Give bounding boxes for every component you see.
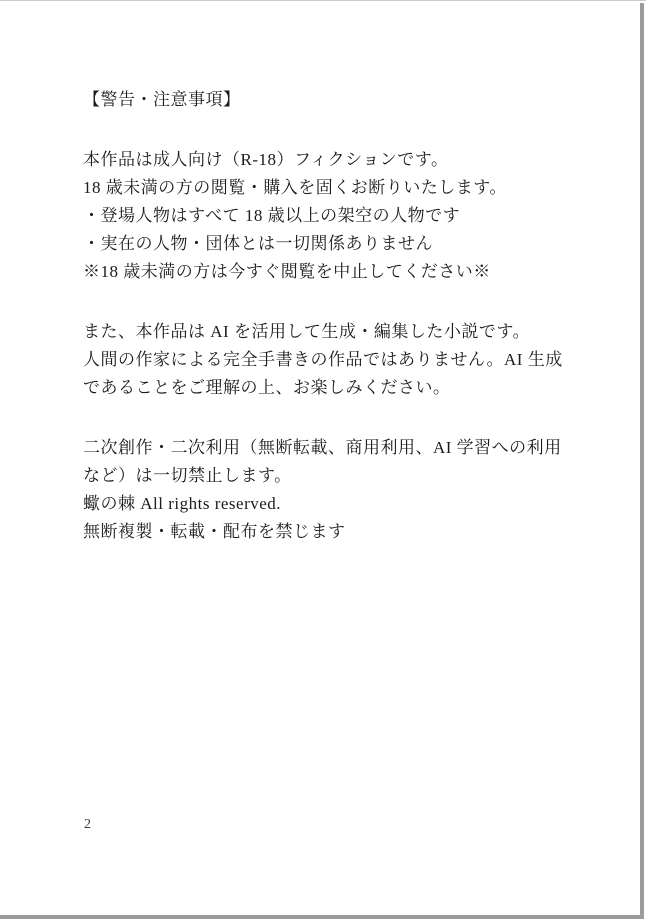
page-title: 【警告・注意事項】 bbox=[83, 90, 241, 109]
text-line: 本作品は成人向け（R-18）フィクションです。 bbox=[83, 150, 449, 169]
text-line: ※18 歳未満の方は今すぐ閲覧を中止してください※ bbox=[83, 262, 491, 281]
text-line: また、本作品は AI を活用して生成・編集した小説です。 bbox=[83, 322, 531, 341]
text-line: など）は一切禁止します。 bbox=[83, 466, 292, 485]
text-line: 蠍の棘 All rights reserved. bbox=[83, 494, 282, 513]
page-content bbox=[83, 86, 583, 546]
text-line: であることをご理解の上、お楽しみください。 bbox=[83, 378, 451, 397]
text-line: 二次創作・二次利用（無断転載、商用利用、AI 学習への利用 bbox=[83, 438, 562, 457]
page-bottom-edge bbox=[0, 915, 644, 919]
warning-paragraph-1 bbox=[83, 146, 583, 286]
text-line: ・登場人物はすべて 18 歳以上の架空の人物です bbox=[83, 206, 461, 225]
text-line: 人間の作家による完全手書きの作品ではありません。AI 生成 bbox=[83, 350, 563, 369]
text-line: ・実在の人物・団体とは一切関係ありません bbox=[83, 234, 433, 253]
text-line: 18 歳未満の方の閲覧・購入を固くお断りいたします。 bbox=[83, 178, 507, 197]
rights-paragraph bbox=[83, 434, 583, 546]
ai-notice-paragraph bbox=[83, 318, 583, 402]
text-line: 無断複製・転載・配布を禁じます bbox=[83, 522, 346, 541]
page-top-edge bbox=[0, 0, 646, 1]
page-right-edge bbox=[640, 3, 644, 919]
page-number: 2 bbox=[84, 817, 91, 832]
